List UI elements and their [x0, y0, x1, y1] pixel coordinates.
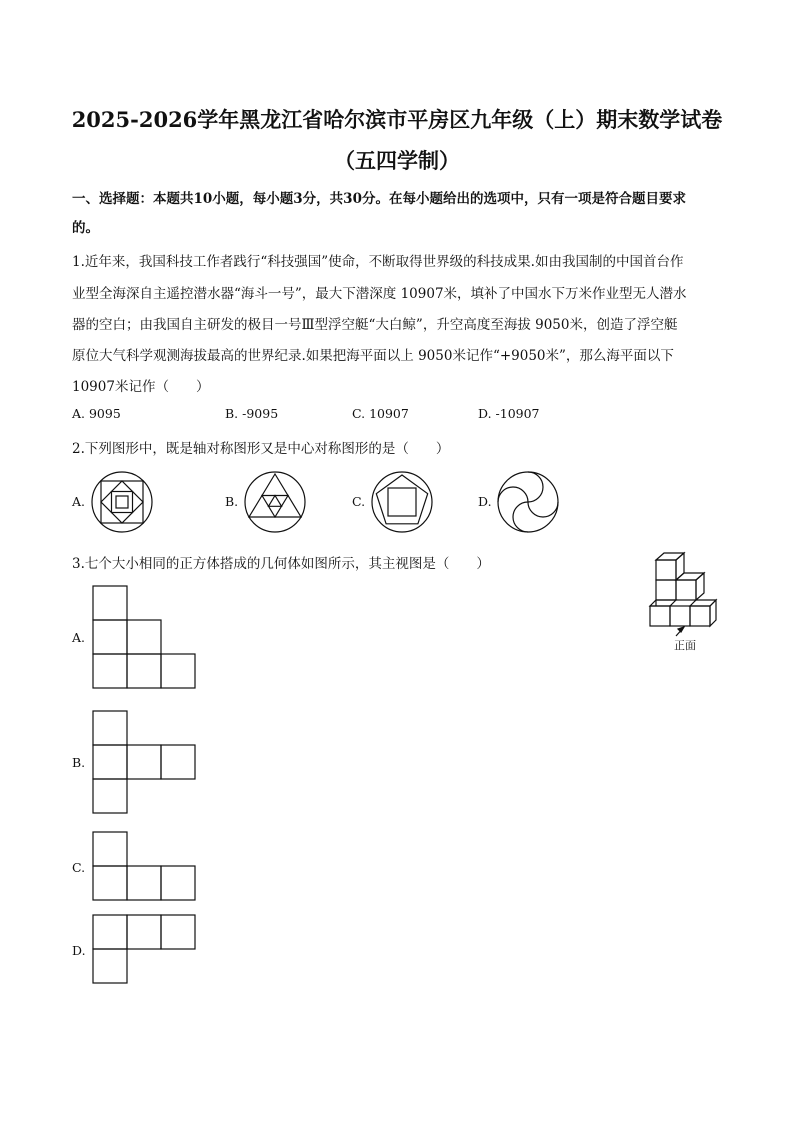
- page-title: 2025-2026学年黑龙江省哈尔滨市平房区九年级（上）期末数学试卷: [71, 107, 723, 132]
- q1-line: 原位大气科学观测海拔最高的世界纪录.如果把海平面以上 9050米记作“+9050米”，那么海平面以下: [72, 348, 674, 364]
- q1-line: 1.近年来，我国科技工作者践行“科技强国”使命，不断取得世界级的科技成果.如由我国制的中国首台作: [72, 254, 684, 270]
- q3-option-c-grid: [93, 832, 197, 902]
- q1-option-a: A. 9095: [72, 406, 121, 421]
- q3-label-d: D.: [72, 943, 86, 958]
- q2-figure-a: [90, 470, 154, 534]
- q1-line: 器的空白；由我国自主研发的极目一号Ⅲ型浮空艇“大白鲸”，升空高度至海拔 9050米，创造了浮空艇: [72, 317, 678, 333]
- q2-figure-b: [243, 470, 307, 534]
- q1-option-c: C. 10907: [352, 406, 409, 421]
- q3-option-b-grid: [93, 711, 197, 815]
- q2-label-c: C.: [352, 494, 366, 509]
- q2-stem: 2.下列图形中，既是轴对称图形又是中心对称图形的是（ ）: [72, 441, 450, 457]
- q2-label-d: D.: [478, 494, 492, 509]
- q2-label-b: B.: [225, 494, 239, 509]
- q1-option-d: D. -10907: [478, 406, 540, 421]
- q1-line: 业型全海深自主遥控潜水器“海斗一号”，最大下潜深度 10907米，填补了中国水下万米作业型无人潜水: [72, 286, 687, 302]
- q2-figure-d: [496, 470, 560, 534]
- q3-label-a: A.: [72, 630, 86, 645]
- q3-option-d-grid: [93, 915, 197, 985]
- q3-option-a-grid: [93, 586, 197, 690]
- page-subtitle: （五四学制）: [334, 148, 460, 173]
- q1-option-b: B. -9095: [225, 406, 279, 421]
- section-header-line2: 的。: [72, 220, 99, 236]
- q1-line: 10907米记作（ ）: [72, 379, 210, 395]
- q3-label-c: C.: [72, 860, 86, 875]
- q3-stem: 3.七个大小相同的正方体搭成的几何体如图所示，其主视图是（ ）: [72, 556, 490, 572]
- q2-label-a: A.: [72, 494, 86, 509]
- q3-label-b: B.: [72, 755, 86, 770]
- section-header-line1: 一、选择题：本题共10小题，每小题3分，共30分。在每小题给出的选项中，只有一项是符合题目要求: [72, 191, 686, 207]
- q2-figure-c: [370, 470, 434, 534]
- q3-front-label: 正面: [674, 639, 696, 652]
